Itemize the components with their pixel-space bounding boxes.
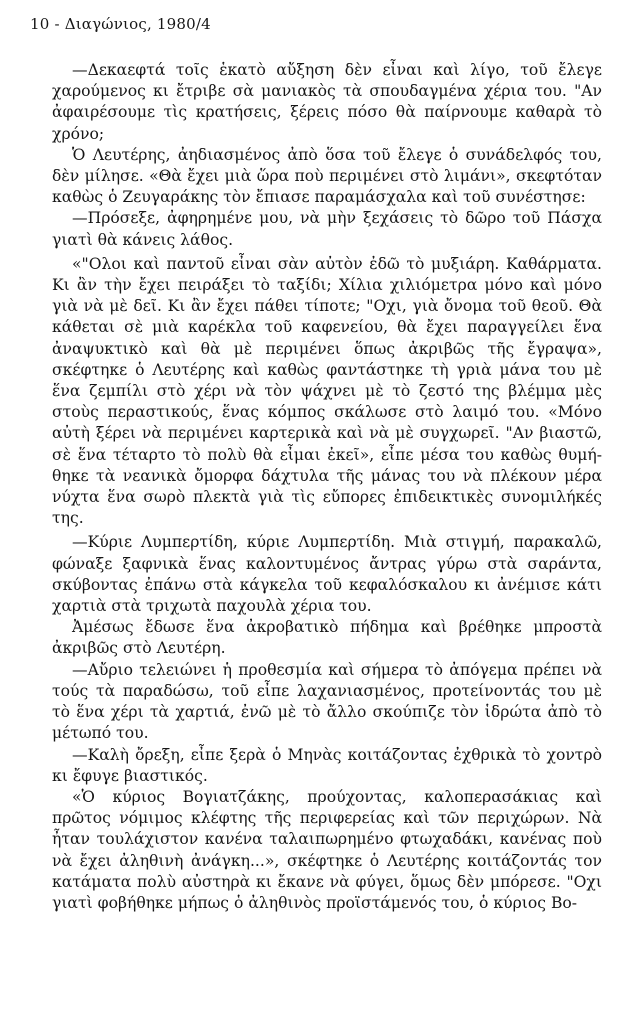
paragraph-5: —Κύριε Λυμπερτίδη, κύριε Λυμπερτίδη. Μιὰ στιγμή, παρακαλῶ, φώναξε ξαφνικὰ ἕνας καλοντυμένος ἄντρας γύρω στὰ σαράντα, σκύβοντας ἐπάνω στὰ κάγκελα τοῦ κεφαλόσκαλου κι ἀνέμισε κάτι χαρτιὰ στὰ τριχωτὰ παχουλὰ χέρια του. [52,533,602,616]
paragraph-1: —Δεκαεφτά τοῖς ἑκατὸ αὔξηση δὲν εἶναι καὶ λίγο, τοῦ ἔλεγε χαρούμενος κι ἔτριβε σὰ μανιακὸς τὰ σπουδαγμένα χέρια του. "Αν ἀφαιρέσουμε τὶς κρατήσεις, ξέρεις πόσο θὰ παίρνουμε καθαρὰ τὸ χρόνο; [52,61,602,143]
paragraph-8: —Καλὴ ὄρεξη, εἶπε ξερὰ ὁ Μηνὰς κοιτάζοντας ἐχθρικὰ τὸ χοντρὸ κι ἔφυγε βιαστικός. [52,745,602,785]
paragraph-4: «"Ολοι καὶ παντοῦ εἶναι σὰν αὐτὸν ἐδῶ τὸ μυξιάρη. Καθάρματα. Κι ἂν τὴν ἔχει πειράξει τὸ ταξίδι; Χίλια χιλιόμετρα μόνο καὶ μόνο γιὰ νὰ μὲ δεῖ. Κι ἂν ἔχει πάθει τίποτε; "Οχι, γιὰ ὄνομα τοῦ θεοῦ. Θὰ κάθεται σὲ μιὰ καρέκλα τοῦ καφενείου, θὰ ἔχει παραγγείλει ἕνα ἀναψυκτικὸ καὶ θὰ μὲ περιμένει ὅπως ἀκριβῶς τῆς ἔγραψα», σκέφτηκε ὁ Λευτέρης καὶ καθὼς φαντάστηκε τὴ γριὰ μάνα του μὲ ἕνα ζεμπίλι στὸ χέρι νὰ τὸν ψάχνει μὲ τὸ ζεστό της βλέμμα μὲς στοὺς περαστικούς, ἕνας κόμπος σκάλωσε στὸ λαιμό του. «Μόνο αὐτὴ ξέρει νὰ περιμένει καρτερικὰ καὶ νὰ μὲ συγχωρεῖ. "Αν βιαστῶ, σὲ ἕνα τέταρτο τὸ πολὺ θὰ εἶμαι ἐκεῖ», εἶπε μέσα του καθὼς θυμήθηκε τὰ νεανικὰ ὄμορφα δάχτυλα τῆς μάνας του νὰ πλέκουν μέρα νύχτα ἕνα σωρὸ πλεκτὰ γιὰ τὶς εὔπορες ἐπιδεικτικὲς συνομιλήκές της. [52,254,602,528]
running-head: 10 - Διαγώνιος, 1980/4 [30,15,211,33]
paragraph-3: —Πρόσεξε, ἀφηρημένε μου, νὰ μὴν ξεχάσεις τὸ δῶρο τοῦ Πάσχα γιατὶ θὰ κάνεις λάθος. [52,209,602,249]
paragraph-9: «Ὁ κύριος Βογιατζάκης, προύχοντας, καλοπερασάκιας καὶ πρῶτος νόμιμος κλέφτης τῆς περιφερείας καὶ τῶν περιχώρων. Νὰ ἦταν τουλάχιστον κανένα ταλαιπωρημένο φτωχαδάκι, κανένας ποὺ νὰ ἔχει ἀληθινὴ ἀνάγκη...», σκέφτηκε ὁ Λευτέρης κοιτάζοντάς τον κατάματα πολὺ αὐστηρὰ κι ἔκανε νὰ φύγει, ὅμως δὲν μπόρεσε. "Οχι γιατὶ φοβήθηκε μήπως ὁ ἀληθινὸς προϊστάμενός του, ὁ κύριος Βο- [52,787,602,912]
paragraph-7: —Αὔριο τελειώνει ἡ προθεσμία καὶ σήμερα τὸ ἀπόγεμα πρέπει νὰ τούς τὰ παραδώσω, τοῦ εἶπε λαχανιασμένος, προτείνοντάς του μὲ τὸ ἕνα χέρι τὰ χαρτιά, ἐνῶ μὲ τὸ ἄλλο σκούπιζε τὸν ἱδρώτα ἀπὸ τὸ μέτωπό του. [52,660,602,743]
paragraph-6: Ἀμέσως ἔδωσε ἕνα ἀκροβατικὸ πήδημα καὶ βρέθηκε μπροστὰ ἀκριβῶς στὸ Λευτέρη. [52,618,602,658]
paragraph-2: Ὁ Λευτέρης, ἀηδιασμένος ἀπὸ ὅσα τοῦ ἔλεγε ὁ συνάδελφός του, δὲν μίλησε. «Θὰ ἔχει μιὰ ὥρα ποὺ περιμένει στὸ λιμάνι», σκεφτόταν καθὼς ὁ Ζευγαράκης τὸν ἔπιασε παραμάσχαλα καὶ τοῦ συνέστησε: [52,145,602,207]
body-text [52,60,602,914]
